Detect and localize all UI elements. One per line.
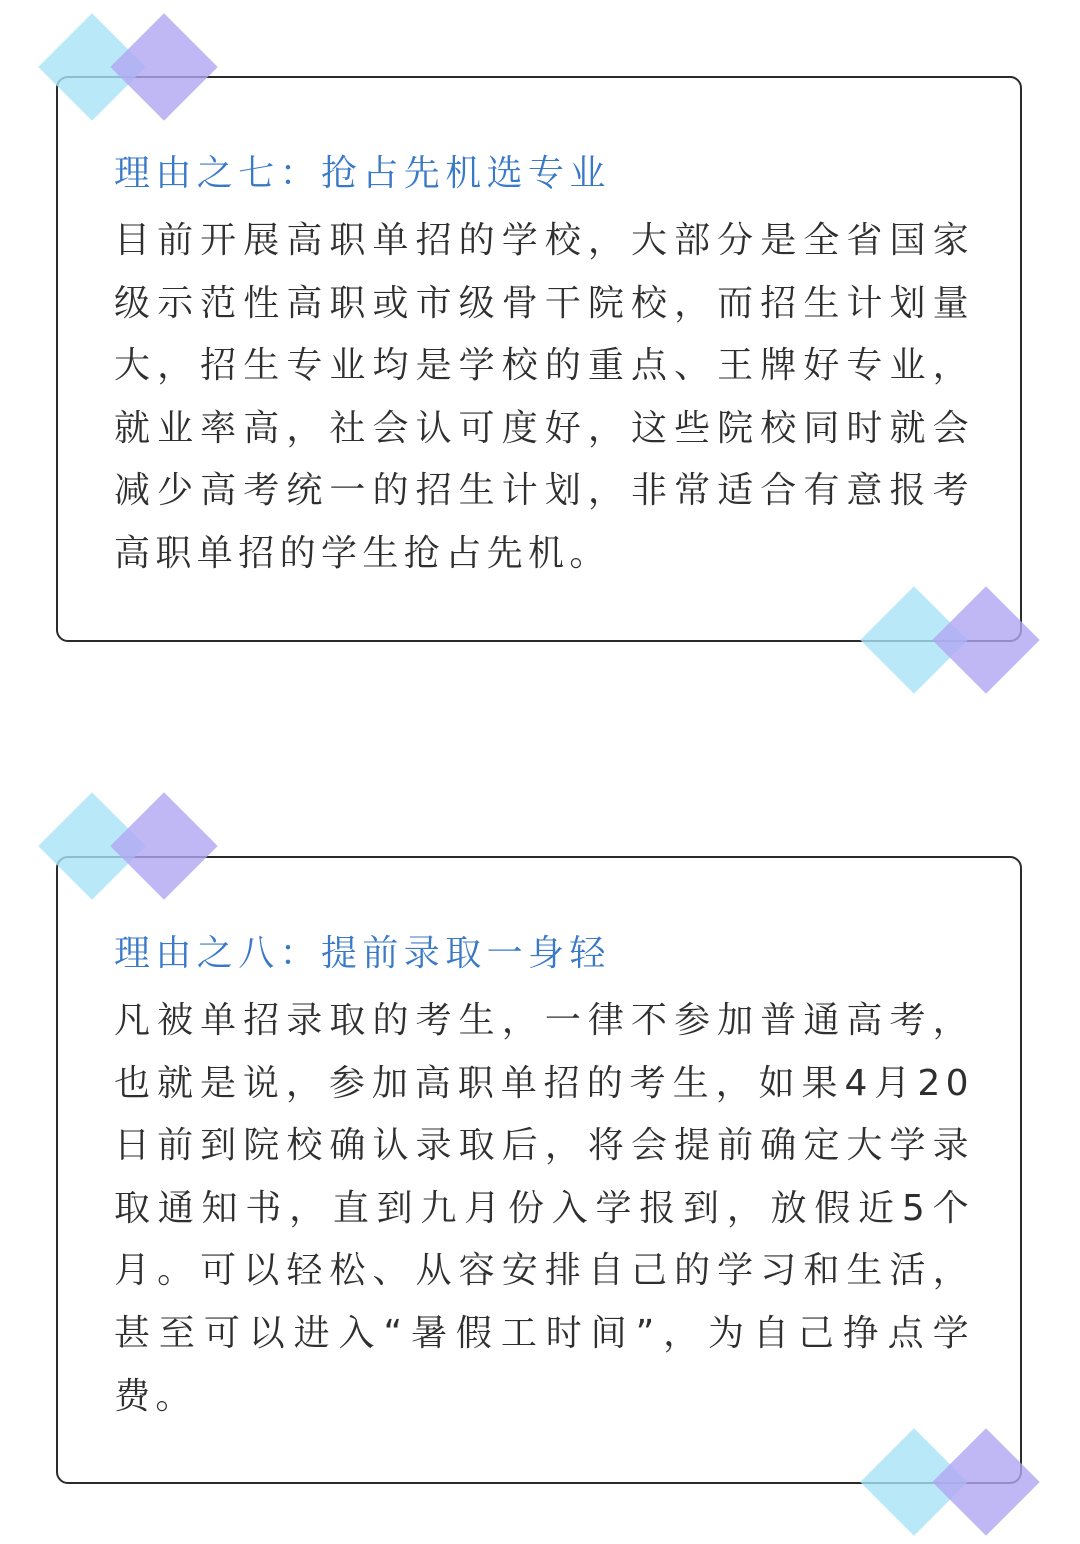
card-body-text: 凡被单招录取的考生，一律不参加普通高考，也就是说，参加高职单招的考生，如果4月20日前到院校确认录取后，将会提前确定大学录取通知书，直到九月份入学报到，放假近5个月。可以轻松、从容安排自己的学习和生活，甚至可以进入“暑假工时间”，为自己挣点学费。	[114, 1000, 974, 1417]
card-body-text: 目前开展高职单招的学校，大部分是全省国家级示范性高职或市级骨干院校，而招生计划量大，招生专业均是学校的重点、王牌好专业，就业率高，社会认可度好，这些院校同时就会减少高考统一的招生计划，非常适合有意报考高职单招的学生抢占先机。	[114, 220, 974, 574]
card-title: 理由之八：提前录取一身轻	[114, 933, 611, 974]
reason-card-7	[56, 76, 1022, 642]
card-title: 理由之七：抢占先机选专业	[114, 153, 611, 194]
reason-card-8	[56, 856, 1022, 1484]
